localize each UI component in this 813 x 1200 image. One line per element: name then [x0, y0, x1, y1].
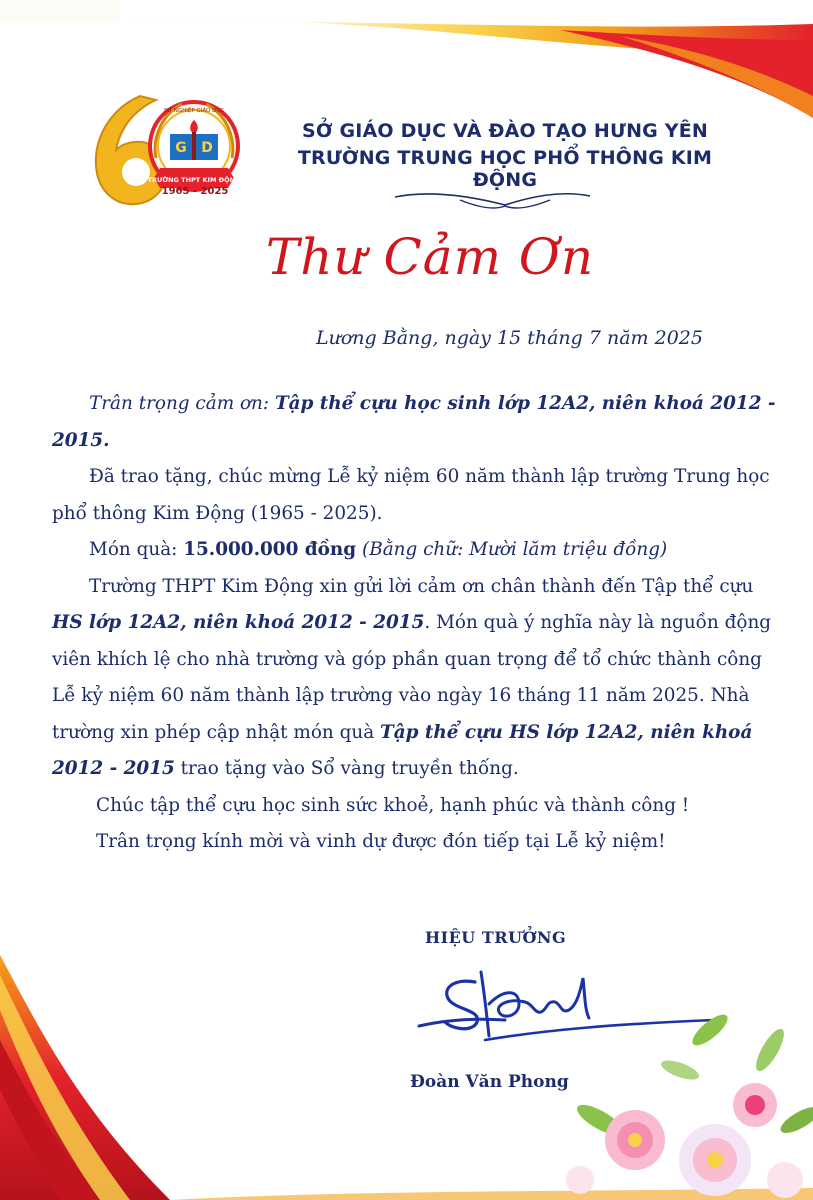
- department-name: SỞ GIÁO DỤC VÀ ĐÀO TẠO HƯNG YÊN: [301, 120, 709, 142]
- letter-title: Thư Cảm Ơn: [265, 228, 595, 286]
- letter-body: [52, 386, 782, 861]
- signatory-name: Đoàn Văn Phong: [410, 1072, 569, 1092]
- thanks-line: [52, 386, 782, 459]
- svg-text:G: G: [175, 140, 187, 156]
- thanks-label: Trân trọng cảm ơn:: [89, 393, 275, 414]
- date-line: Lương Bằng, ngày 15 tháng 7 năm 2025: [316, 327, 703, 349]
- wish-line: Chúc tập thể cựu học sinh sức khoẻ, hạnh phúc và thành công !: [96, 794, 690, 816]
- donation-paragraph: Đã trao tặng, chúc mừng Lễ kỷ niệm 60 năm thành lập trường Trung học phổ thông Kim Động (1965 - 2025).: [52, 466, 770, 524]
- gratitude-class: HS lớp 12A2, niên khoá 2012 - 2015: [52, 612, 425, 633]
- svg-text:D: D: [201, 140, 213, 156]
- logo-banner-text: TRƯỜNG THPT KIM ĐỘNG: [147, 176, 241, 184]
- gratitude-part-3: trao tặng vào Sổ vàng truyền thống.: [174, 758, 519, 779]
- thanks-recipient: Tập thể cựu học sinh lớp 12A2, niên khoá 2012 - 2015.: [52, 393, 776, 451]
- gift-amount: 15.000.000 đồng: [183, 539, 357, 560]
- gift-label: Món quà:: [89, 539, 184, 560]
- logo-ring-text: SỰ NGHIỆP GIÁO DỤC: [163, 108, 225, 114]
- letterhead: [270, 120, 740, 191]
- gift-words: (Bằng chữ: Mười lăm triệu đồng): [362, 539, 668, 560]
- gratitude-class-2: Tập thể cựu HS lớp 12A2, niên khoá 2012 - 2015: [52, 721, 753, 779]
- invite-line: Trân trọng kính mời và vinh dự được đón tiếp tại Lễ kỷ niệm!: [96, 831, 666, 852]
- gratitude-part-1: Trường THPT Kim Động xin gửi lời cảm ơn chân thành đến Tập thể cựu: [89, 575, 754, 597]
- gratitude-part-2: . Món quà ý nghĩa này là nguồn động viên khích lệ cho nhà trường và góp phần quan trọng để tổ chức thành công Lễ kỷ niệm 60 năm thành lập trường vào ngày 16 tháng 11 năm 2025. Nhà trường xin phép cập nhật món quà: [52, 612, 772, 743]
- logo-years: 1965 - 2025: [161, 186, 229, 197]
- flower-decoration: [540, 1010, 813, 1200]
- gift-line: [52, 532, 782, 569]
- gratitude-paragraph: [52, 569, 782, 788]
- signatory-title: HIỆU TRƯỞNG: [425, 928, 567, 947]
- school-name: TRƯỜNG TRUNG HỌC PHỔ THÔNG KIM ĐỘNG: [297, 147, 713, 191]
